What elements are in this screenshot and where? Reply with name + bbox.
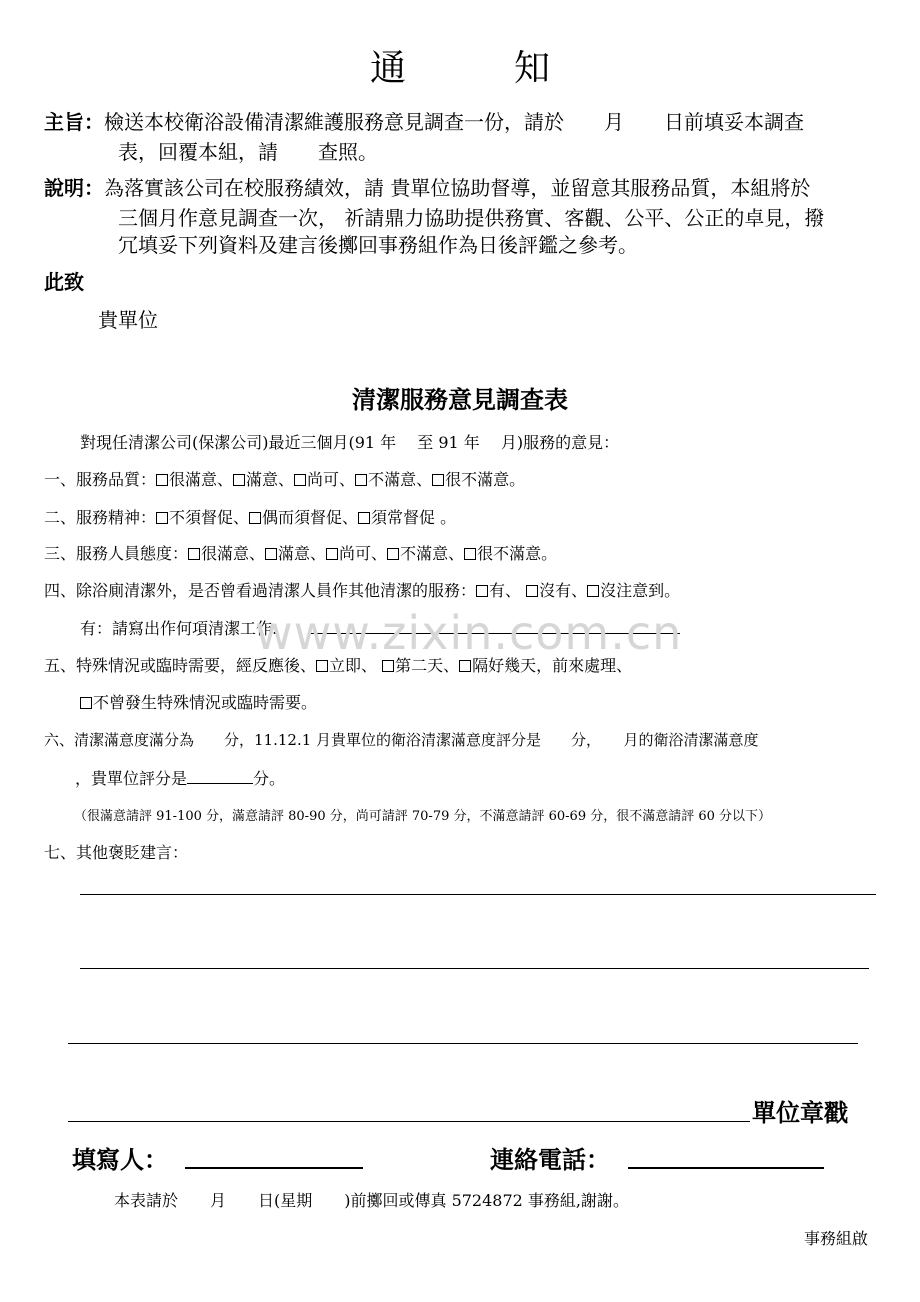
q6-text-b: 分。 bbox=[253, 769, 286, 788]
description-text-1: 為落實該公司在校服務績效，請 貴單位協助督導，並留意其服務品質，本組將於 bbox=[104, 176, 811, 200]
description-line-3: 冗填妥下列資料及建言後擲回事務組作為日後評鑑之參考。 bbox=[118, 233, 638, 257]
purpose-text-1: 檢送本校衛浴設備清潔維護服務意見調查一份，請於 月 日前填妥本調查 bbox=[104, 110, 804, 134]
option[interactable]: 須常督促 。 bbox=[358, 508, 456, 527]
option[interactable]: 立即、 bbox=[316, 656, 382, 675]
checkbox[interactable] bbox=[432, 474, 444, 486]
option[interactable]: 第二天、 bbox=[382, 656, 459, 675]
scoring-note: （很滿意請評 91-100 分，滿意請評 80-90 分，尚可請評 70-79 分，不滿意請評 60-69 分，很不滿意請評 60 分以下） bbox=[74, 809, 772, 824]
checkbox[interactable] bbox=[265, 548, 277, 560]
comment-line-1[interactable] bbox=[80, 894, 876, 895]
option[interactable]: 隔好幾天，前來處理、 bbox=[459, 656, 632, 675]
stamp-label: 單位章戳 bbox=[752, 1099, 848, 1127]
stamp-line[interactable] bbox=[68, 1121, 750, 1122]
survey-title: 清潔服務意見調查表 bbox=[352, 386, 568, 414]
comment-line-2[interactable] bbox=[80, 968, 869, 969]
option[interactable]: 很不滿意。 bbox=[432, 470, 525, 489]
checkbox[interactable] bbox=[382, 660, 394, 672]
option[interactable]: 很不滿意。 bbox=[464, 544, 557, 563]
checkbox[interactable] bbox=[249, 512, 261, 524]
checkbox[interactable] bbox=[316, 660, 328, 672]
question-5-label: 五、特殊情況或臨時需要，經反應後、 bbox=[44, 656, 317, 675]
question-5 bbox=[44, 653, 632, 676]
phone-line[interactable] bbox=[628, 1167, 824, 1169]
option[interactable]: 有、 bbox=[476, 581, 526, 600]
checkbox[interactable] bbox=[188, 548, 200, 560]
option[interactable]: 不須督促、 bbox=[156, 508, 249, 527]
checkbox[interactable] bbox=[476, 585, 488, 597]
question-2-label: 二、服務精神： bbox=[44, 508, 157, 527]
filler-label: 填寫人： bbox=[72, 1146, 168, 1174]
phone-label: 連絡電話： bbox=[490, 1146, 610, 1174]
checkbox[interactable] bbox=[233, 474, 245, 486]
description-label: 說明： bbox=[44, 176, 104, 200]
question-4-followup: 有：請寫出作何項清潔工作: bbox=[80, 619, 278, 638]
purpose-line-1 bbox=[44, 106, 804, 138]
checkbox[interactable] bbox=[80, 697, 92, 709]
signoff: 事務組啟 bbox=[804, 1229, 869, 1248]
option[interactable]: 滿意、 bbox=[233, 470, 294, 489]
option[interactable]: 很滿意、 bbox=[188, 544, 265, 563]
question-5-option-line-2[interactable] bbox=[80, 690, 317, 713]
return-note: 本表請於 月 日(星期 )前擲回或傳真 5724872 事務組,謝謝。 bbox=[114, 1191, 630, 1210]
checkbox[interactable] bbox=[459, 660, 471, 672]
checkbox[interactable] bbox=[587, 585, 599, 597]
question-1 bbox=[44, 467, 525, 490]
checkbox[interactable] bbox=[156, 474, 168, 486]
purpose-line-2: 表，回覆本組，請 查照。 bbox=[118, 140, 378, 164]
checkbox[interactable] bbox=[387, 548, 399, 560]
option[interactable]: 沒有、 bbox=[526, 581, 587, 600]
comment-line-3[interactable] bbox=[68, 1043, 858, 1044]
watermark: www.zixin.com.cn bbox=[255, 606, 683, 660]
option[interactable]: 很滿意、 bbox=[156, 470, 233, 489]
option-label: 不曾發生特殊情況或臨時需要。 bbox=[93, 693, 318, 712]
q6-text-a: ，貴單位評分是 bbox=[75, 769, 188, 788]
option[interactable]: 尚可、 bbox=[294, 470, 355, 489]
option[interactable]: 不滿意、 bbox=[387, 544, 464, 563]
description-line-2: 三個月作意見調查一次， 祈請鼎力協助提供務實、客觀、公平、公正的卓見，撥 bbox=[118, 206, 825, 230]
survey-intro: 對現任清潔公司(保潔公司)最近三個月(91 年 至 91 年 月)服務的意見： bbox=[80, 433, 620, 452]
notice-title: 通 知 bbox=[369, 48, 586, 89]
option[interactable]: 滿意、 bbox=[265, 544, 326, 563]
question-4-label: 四、除浴廁清潔外，是否曾看過清潔人員作其他清潔的服務： bbox=[44, 581, 477, 600]
option[interactable]: 偶而須督促、 bbox=[249, 508, 358, 527]
checkbox[interactable] bbox=[526, 585, 538, 597]
purpose-label: 主旨： bbox=[44, 110, 104, 134]
question-2 bbox=[44, 505, 456, 528]
checkbox[interactable] bbox=[358, 512, 370, 524]
question-4 bbox=[44, 578, 680, 601]
question-3-label: 三、服務人員態度： bbox=[44, 544, 189, 563]
checkbox[interactable] bbox=[464, 548, 476, 560]
question-3 bbox=[44, 541, 557, 564]
recipient: 貴單位 bbox=[98, 308, 158, 332]
question-7: 七、其他褒貶建言： bbox=[44, 843, 189, 862]
score-blank[interactable] bbox=[187, 769, 253, 784]
option[interactable]: 尚可、 bbox=[326, 544, 387, 563]
question-6-line-1: 六、清潔滿意度滿分為 分，11.12.1 月貴單位的衛浴清潔滿意度評分是 分， 月的衛浴清潔滿意度 bbox=[44, 731, 759, 749]
salutation: 此致 bbox=[44, 270, 84, 294]
option[interactable]: 沒注意到。 bbox=[587, 581, 680, 600]
checkbox[interactable] bbox=[355, 474, 367, 486]
option[interactable]: 不滿意、 bbox=[355, 470, 432, 489]
checkbox[interactable] bbox=[156, 512, 168, 524]
checkbox[interactable] bbox=[294, 474, 306, 486]
filler-line[interactable] bbox=[185, 1167, 363, 1169]
question-1-label: 一、服務品質： bbox=[44, 470, 157, 489]
description-line-1 bbox=[44, 172, 810, 204]
question-6-line-2 bbox=[75, 766, 285, 789]
checkbox[interactable] bbox=[326, 548, 338, 560]
